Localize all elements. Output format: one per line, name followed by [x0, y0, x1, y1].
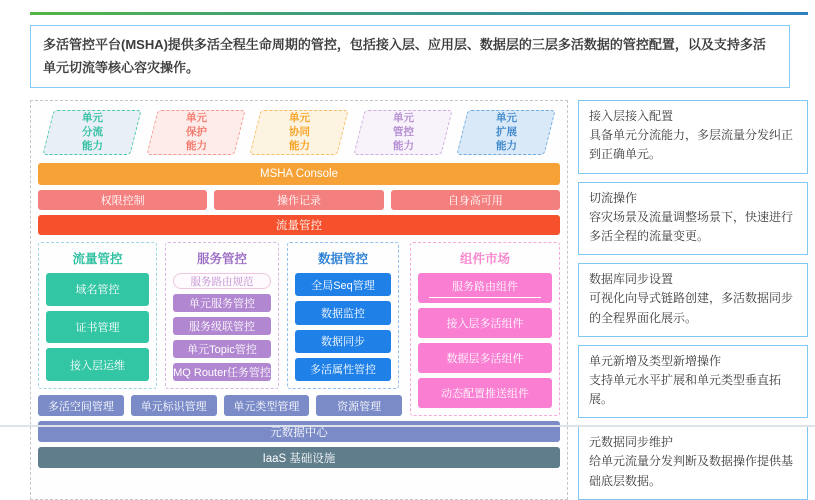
column-title: 流量管控: [72, 252, 123, 266]
module-node: 证书管理: [46, 311, 149, 344]
module-node: 资源管理: [316, 395, 402, 416]
main-content: [30, 100, 808, 500]
module-columns: [38, 242, 402, 389]
card-body: 给单元流量分发判断及数据操作提供基础底层数据。: [589, 454, 794, 488]
card-title: 接入层接入配置: [589, 109, 674, 123]
module-node: 数据监控: [295, 301, 391, 324]
card-title: 元数据同步维护: [589, 435, 674, 450]
module-node: 单元服务管控: [173, 294, 271, 312]
card-title: 切流操作: [589, 190, 638, 205]
capability-line: 扩展: [495, 126, 517, 139]
module-node: 接入层运维: [46, 348, 149, 381]
capability-line: 单元: [392, 112, 414, 125]
column-component-market: [410, 242, 560, 416]
module-node: 动态配置推送组件: [418, 378, 552, 408]
module-node: 多活属性管控: [295, 358, 391, 381]
feature-card-traffic-switch: [578, 182, 808, 256]
column-service-control: [165, 242, 279, 389]
module-node: 单元标识管理: [131, 395, 217, 416]
column-title: 数据管控: [317, 252, 368, 266]
capability-line: 单元: [81, 112, 103, 125]
module-node: 单元Topic管控: [173, 340, 271, 358]
capability-line: 保护: [185, 126, 207, 139]
module-node: 数据同步: [295, 330, 391, 353]
left-column-stack: [38, 242, 402, 416]
column-title: 组件市场: [459, 252, 510, 266]
feature-card-db-sync: [578, 263, 808, 337]
meta-management-row: [38, 395, 402, 416]
capability-line: 能力: [495, 140, 517, 153]
capability-row: [38, 108, 560, 158]
permission-control-bar: 权限控制: [38, 190, 207, 210]
module-columns-area: [38, 242, 560, 416]
feature-card-unit-add: [578, 345, 808, 419]
capability-unit-split: [42, 110, 141, 155]
capability-unit-expand: [456, 110, 555, 155]
service-route-spec-pill: 服务路由规范: [173, 273, 271, 289]
card-body: 可视化向导式链路创建，多活数据同步的全程界面化展示。: [589, 291, 794, 325]
module-node: 数据层多活组件: [418, 343, 552, 373]
capability-line: 能力: [392, 140, 414, 153]
capability-line: 分流: [81, 126, 103, 139]
module-node: 接入层多活组件: [418, 308, 552, 338]
module-node: 多活空间管理: [38, 395, 124, 416]
intro-text-box: [30, 25, 790, 88]
module-node: 单元类型管理: [224, 395, 310, 416]
iaas-infrastructure-bar: IaaS 基础设施: [38, 447, 560, 468]
metadata-center-bar: 元数据中心: [38, 421, 560, 442]
module-node: MQ Router任务管控: [173, 363, 271, 381]
msha-architecture-diagram: [30, 100, 568, 500]
top-gradient-divider: [30, 12, 808, 15]
card-body: 支持单元水平扩展和单元类型垂直拓展。: [589, 372, 782, 407]
capability-line: 单元: [185, 112, 207, 125]
feature-card-metadata-maintain: [578, 426, 808, 500]
capability-line: 能力: [185, 140, 207, 153]
module-node: 域名管控: [46, 273, 149, 306]
msha-console-bar: MSHA Console: [38, 163, 560, 185]
capability-line: 协同: [288, 126, 310, 139]
self-ha-bar: 自身高可用: [391, 190, 560, 210]
capability-unit-control: [353, 110, 452, 155]
capability-line: 单元: [495, 112, 517, 125]
capability-unit-coordinate: [249, 110, 348, 155]
feature-description-sidebar: [578, 100, 808, 500]
capability-line: 管控: [392, 126, 414, 139]
column-data-control: [287, 242, 399, 389]
support-bar-row: [38, 190, 560, 210]
capability-line: 能力: [288, 140, 310, 153]
bottom-divider: [0, 425, 815, 427]
capability-unit-protect: [146, 110, 245, 155]
capability-line: 能力: [81, 140, 103, 153]
feature-card-access-config: [578, 100, 808, 174]
module-node: 全局Seq管理: [295, 273, 391, 296]
column-title: 服务管控: [196, 252, 247, 266]
traffic-control-bar: 流量管控: [38, 215, 560, 235]
card-title: 数据库同步设置: [589, 272, 674, 287]
card-title: 单元新增及类型新增操作: [589, 353, 722, 368]
card-body: 容灾场景及流量调整场景下，快速进行多活全程的流量变更。: [589, 209, 794, 243]
column-traffic-control: [38, 242, 157, 389]
module-node: 服务级联管控: [173, 317, 271, 335]
card-body: 具备单元分流能力，多层流量分发纠正到正确单元。: [589, 128, 794, 162]
capability-line: 单元: [288, 112, 310, 125]
intro-text: 多活管控平台(MSHA)提供多活全程生命周期的管控，包括接入层、应用层、数据层的三层多活数据的管控配置，以及支持多活单元切流等核心容灾操作。: [43, 37, 766, 76]
module-node: 服务路由组件: [418, 273, 552, 303]
operation-log-bar: 操作记录: [214, 190, 383, 210]
